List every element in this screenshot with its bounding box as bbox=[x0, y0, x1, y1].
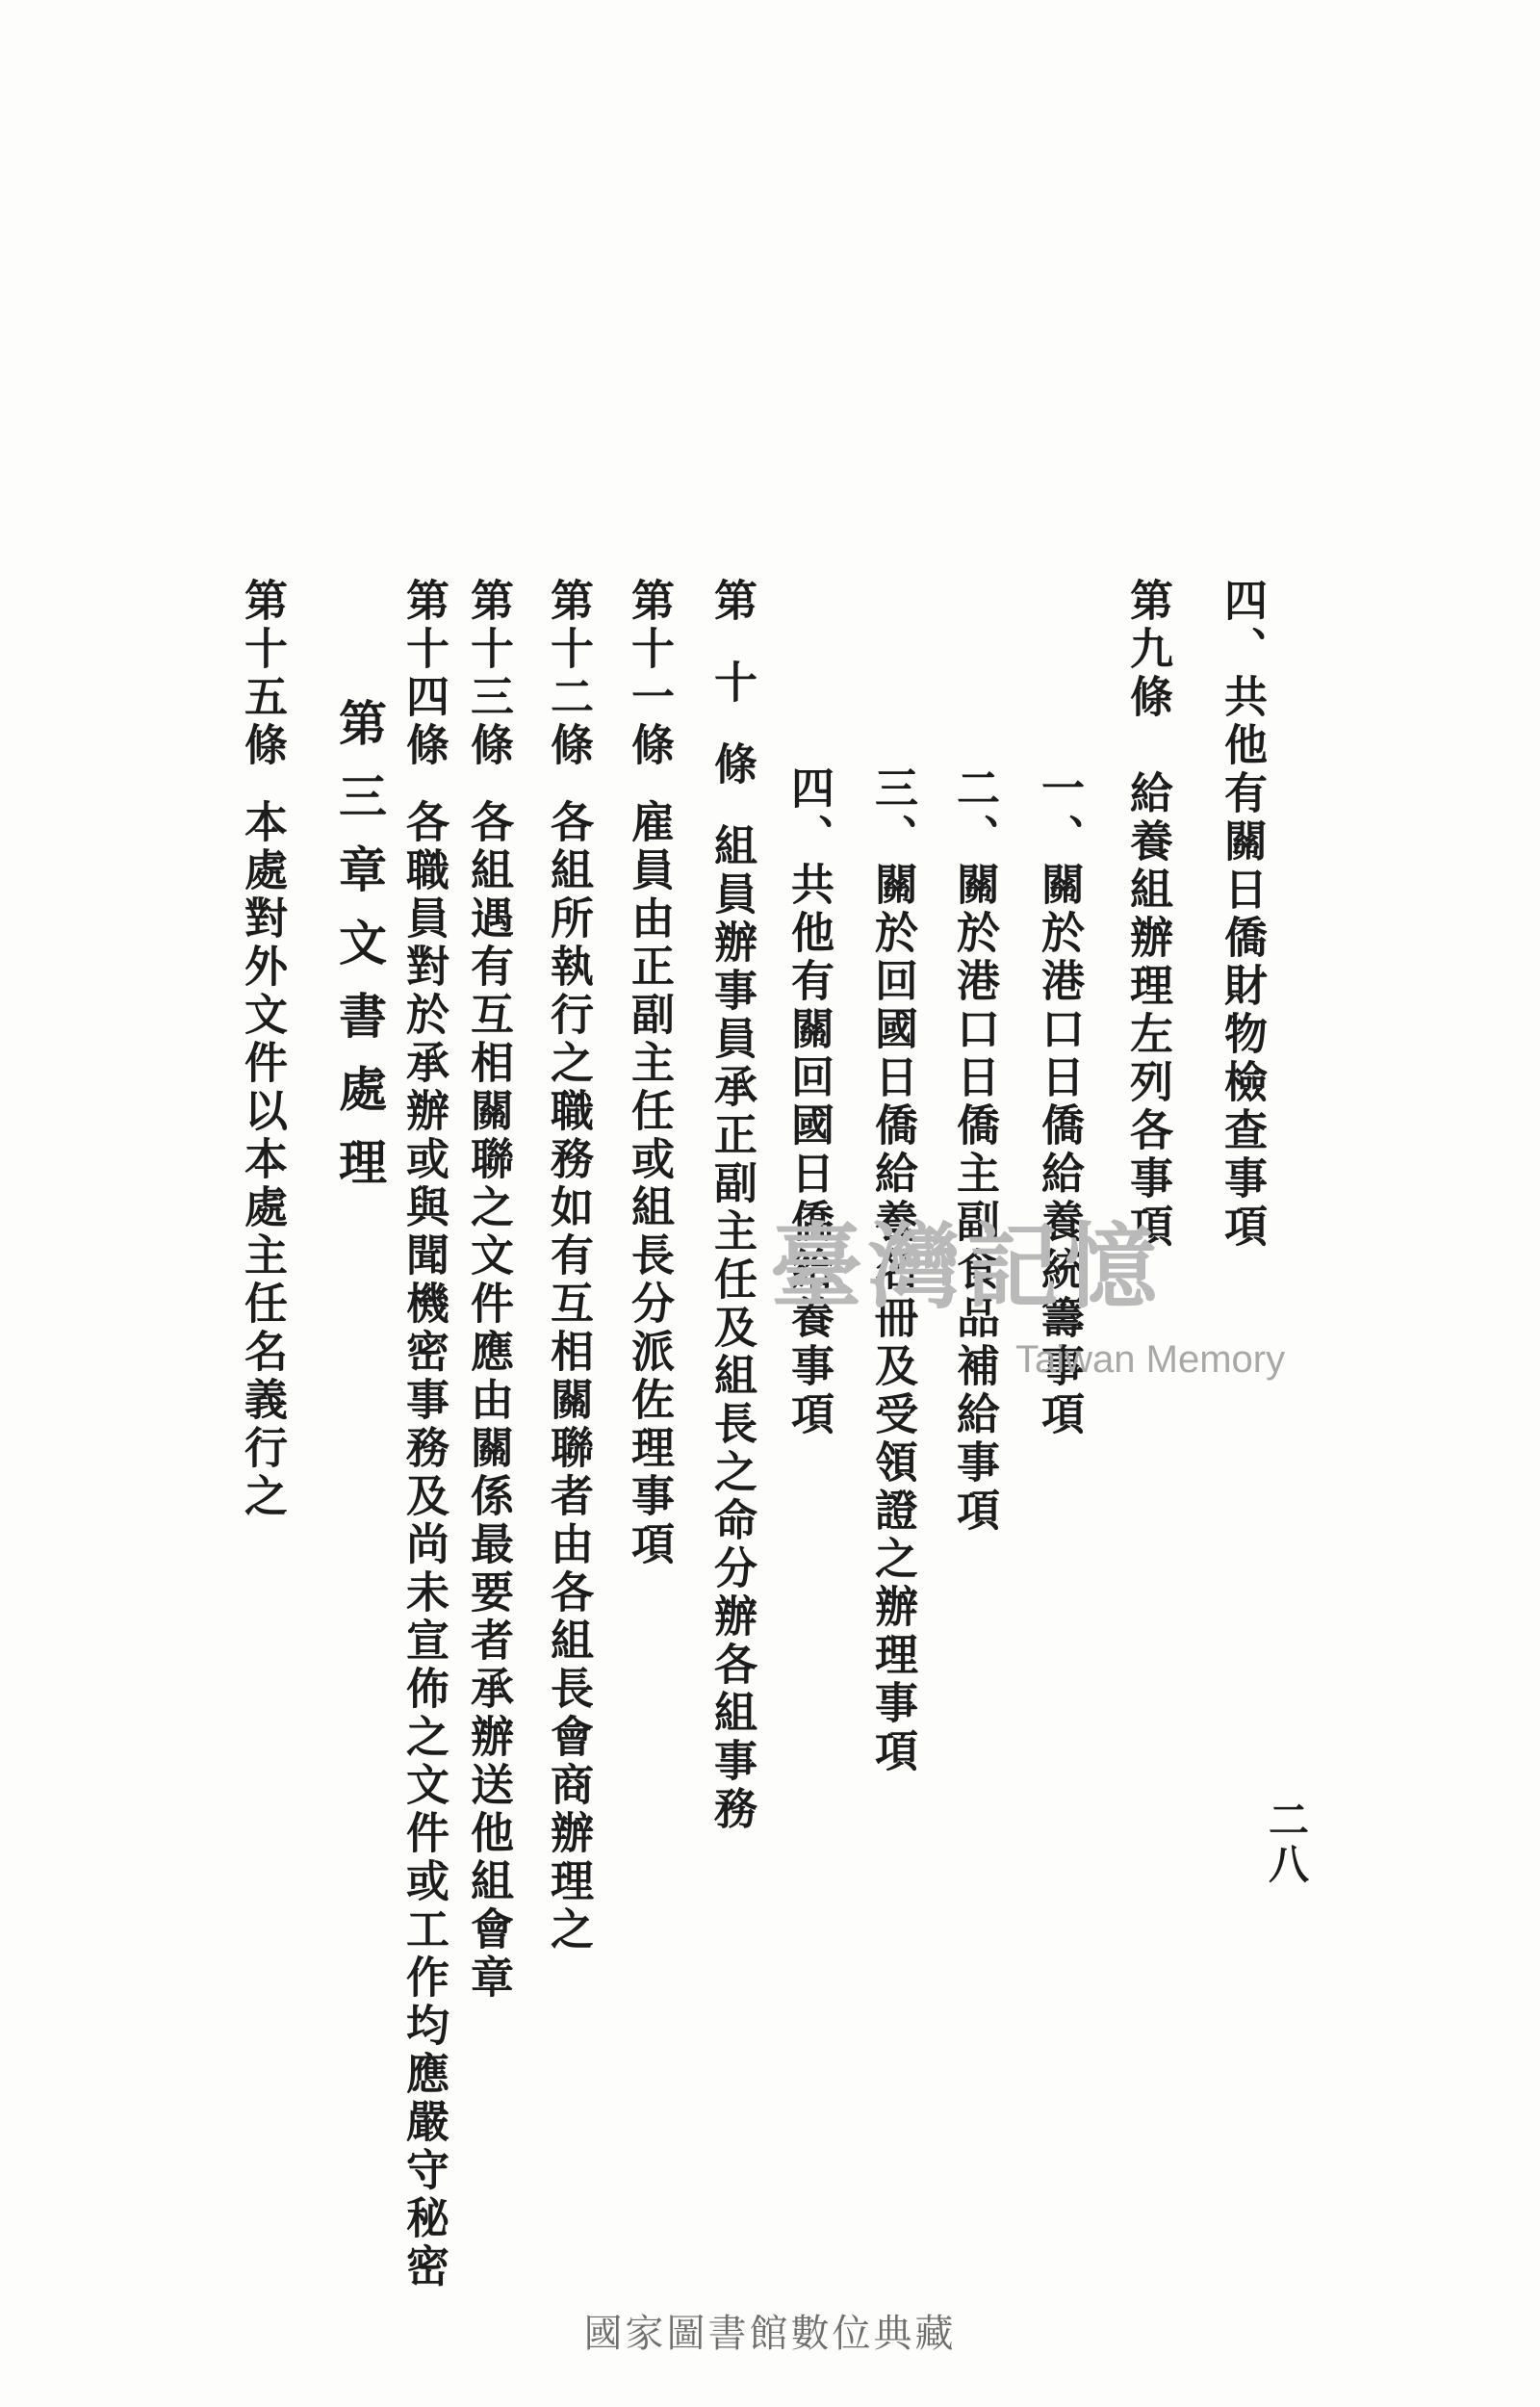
item-text: 四、共他有關回國日僑給養事項 bbox=[783, 765, 834, 1439]
article-9 bbox=[1122, 578, 1173, 1252]
article-text: 各組所執行之職務如有互相關聯者由各組長會商辦理之 bbox=[543, 799, 594, 1954]
article-text: 組員辦事員承正副主任及組長之命分辦各組事務 bbox=[706, 823, 757, 1834]
page-number: 二八 bbox=[1263, 1799, 1310, 1887]
item-text: 三、關於回國日僑給養名冊及受領證之辦理事項 bbox=[867, 765, 918, 1776]
chapter-char: 三 bbox=[331, 771, 388, 844]
watermark-logo: 臺灣記憶 bbox=[770, 1212, 1163, 1321]
list-item bbox=[949, 765, 1000, 1536]
article-10 bbox=[706, 578, 757, 1834]
chapter-char: 文 bbox=[331, 918, 388, 991]
article-text: 各組遇有互相關聯之文件應由關係最要者承辦送他組會章 bbox=[463, 799, 514, 2003]
chapter-char: 第 bbox=[331, 698, 388, 771]
article-label: 第十三條 bbox=[463, 578, 514, 770]
article-11 bbox=[624, 578, 675, 1569]
watermark-english: Taiwan Memory bbox=[1015, 1338, 1286, 1381]
list-item bbox=[1217, 578, 1268, 1252]
article-label: 第十一條 bbox=[624, 578, 675, 770]
article-label: 第十四條 bbox=[398, 578, 449, 770]
item-text: 一、關於港口日僑給養統籌事項 bbox=[1034, 765, 1085, 1439]
chapter-char: 章 bbox=[331, 844, 388, 918]
chapter-char: 處 bbox=[331, 1064, 388, 1137]
item-text: 四、共他有關日僑財物檢查事項 bbox=[1217, 578, 1268, 1252]
list-item bbox=[783, 765, 834, 1439]
article-13 bbox=[463, 578, 514, 2003]
article-text: 給養組辦理左列各事項 bbox=[1122, 770, 1173, 1252]
article-12 bbox=[543, 578, 594, 1954]
article-text: 各職員對於承辦或與聞機密事務及尚未宣佈之文件或工作均應嚴守秘密 bbox=[398, 799, 449, 2291]
watermark bbox=[770, 1194, 1286, 1381]
article-label: 第九條 bbox=[1122, 578, 1173, 722]
item-text: 二、關於港口日僑主副食品補給事項 bbox=[949, 765, 1000, 1536]
article-14 bbox=[398, 578, 449, 2291]
footer-credit: 國家圖書館數位典藏 bbox=[583, 2312, 957, 2356]
chapter-char: 理 bbox=[331, 1137, 388, 1210]
article-15 bbox=[237, 578, 288, 1521]
article-text: 本處對外文件以本處主任名義行之 bbox=[237, 799, 288, 1521]
article-label: 第十五條 bbox=[237, 578, 288, 770]
chapter-heading bbox=[331, 698, 388, 1210]
chapter-char: 書 bbox=[331, 991, 388, 1064]
article-label: 第十二條 bbox=[543, 578, 594, 770]
article-text: 雇員由正副主任或組長分派佐理事項 bbox=[624, 799, 675, 1569]
article-label: 第十條 bbox=[706, 578, 757, 823]
